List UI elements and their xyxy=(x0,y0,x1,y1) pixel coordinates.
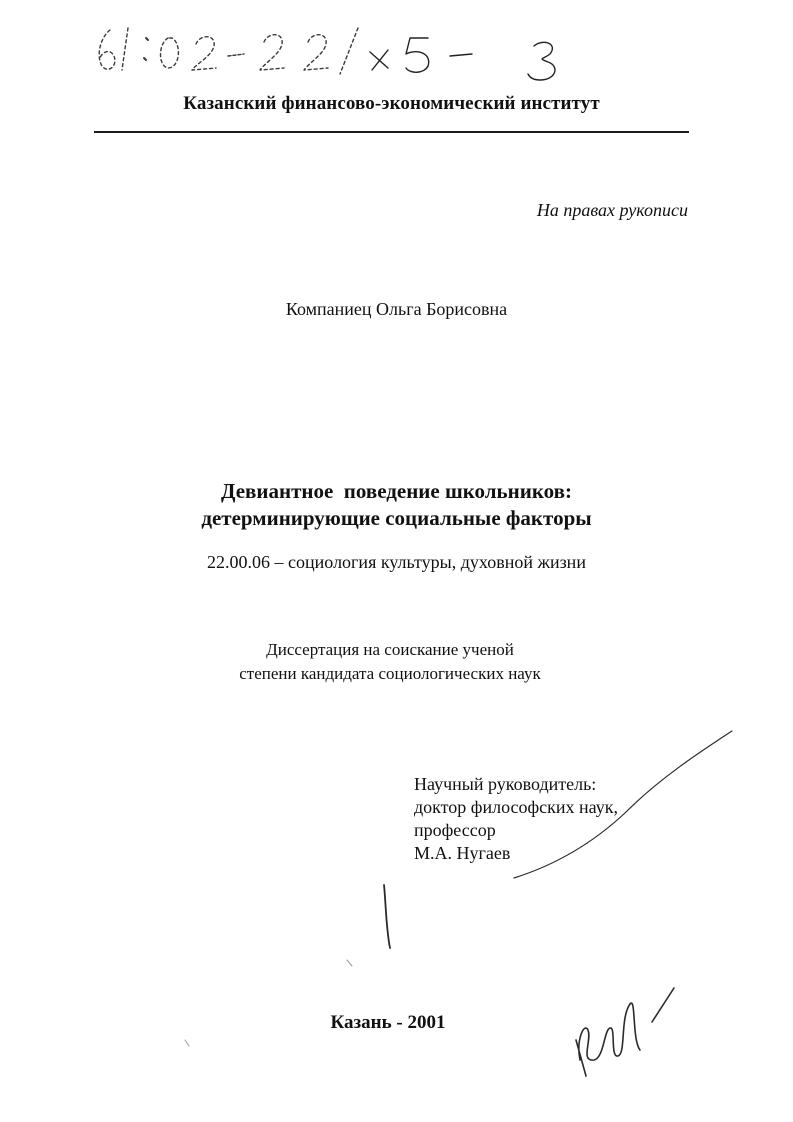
manuscript-note: На правах рукописи xyxy=(536,200,688,220)
supervisor-block xyxy=(414,773,618,865)
supervisor-rank: профессор xyxy=(414,820,496,840)
handwritten-archive-code xyxy=(88,8,588,88)
title-line-1: Девиантное поведение школьников: xyxy=(221,479,572,503)
faint-pen-mark xyxy=(347,960,352,966)
supervisor-label: Научный руководитель: xyxy=(414,774,597,794)
dissertation-title xyxy=(0,478,793,532)
author-name: Компаниец Ольга Борисовна xyxy=(285,299,508,319)
degree-statement xyxy=(0,638,780,686)
faint-pen-mark-2 xyxy=(185,1040,189,1046)
specialty-code: 22.00.06 – социология культуры, духовной жизни xyxy=(207,552,586,572)
supervisor-name: М.А. Нугаев xyxy=(414,843,511,863)
degree-line-1: Диссертация на соискание ученой xyxy=(266,640,514,659)
title-line-2: детерминирующие социальные факторы xyxy=(201,506,592,530)
institute-name: Казанский финансово-экономический институт xyxy=(183,93,600,114)
vertical-pen-stroke xyxy=(384,885,390,948)
header-divider xyxy=(94,131,689,133)
city-year: Казань - 2001 xyxy=(330,1012,446,1033)
degree-line-2: степени кандидата социологических наук xyxy=(239,664,541,683)
supervisor-degree: доктор философских наук, xyxy=(414,797,618,817)
